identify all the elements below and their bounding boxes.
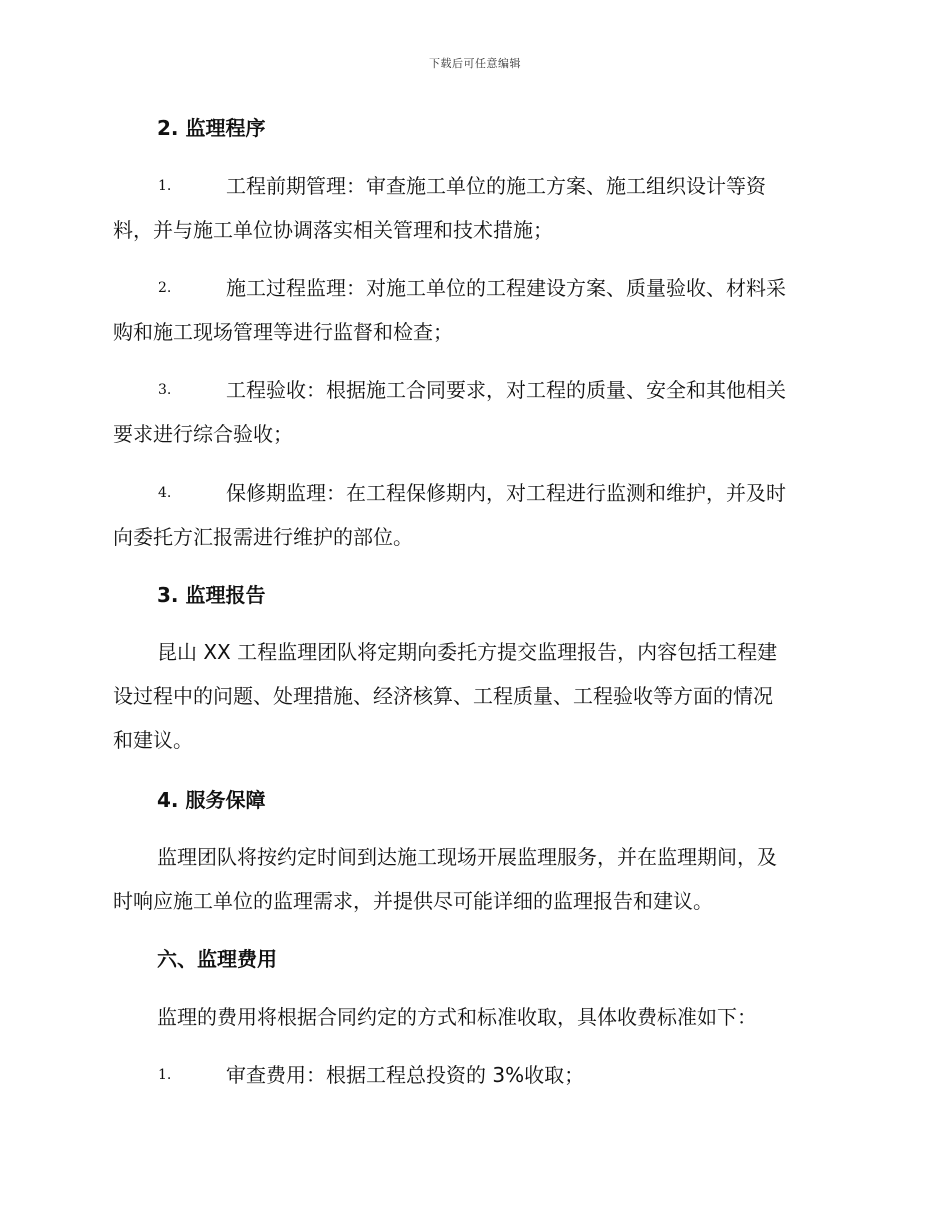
list-item-text-cont: 向委托方汇报需进行维护的部位。	[113, 525, 413, 549]
list-item-text: 工程前期管理：审查施工单位的施工方案、施工组织设计等资	[226, 174, 766, 198]
list-item-text: 审查费用：根据工程总投资的 3%收取；	[226, 1063, 585, 1087]
list-item-number: 1.	[158, 178, 172, 194]
list-item-text-cont: 料，并与施工单位协调落实相关管理和技术措施；	[113, 218, 553, 242]
paragraph-line: 和建议。	[113, 728, 193, 752]
paragraph-fees	[113, 995, 837, 1039]
list-item-number: 2.	[158, 280, 172, 296]
paragraph-service	[113, 835, 837, 923]
list-item	[113, 164, 837, 252]
section-heading-procedure: 2. 监理程序	[157, 116, 266, 140]
list-item-text-cont: 购和施工现场管理等进行监督和检查；	[113, 320, 453, 344]
paragraph-line: 监理团队将按约定时间到达施工现场开展监理服务，并在监理期间，及	[157, 845, 777, 869]
list-item	[113, 266, 837, 354]
list-item-text-cont: 要求进行综合验收；	[113, 422, 293, 446]
paragraph-report	[113, 630, 837, 762]
list-item-text: 保修期监理：在工程保修期内，对工程进行监测和维护，并及时	[226, 481, 786, 505]
paragraph-line: 设过程中的问题、处理措施、经济核算、工程质量、工程验收等方面的情况	[113, 684, 773, 708]
list-item	[113, 1053, 837, 1097]
list-item-number: 3.	[158, 382, 172, 398]
paragraph-line: 昆山 XX 工程监理团队将定期向委托方提交监理报告，内容包括工程建	[157, 640, 778, 664]
list-item-number: 1.	[158, 1067, 172, 1083]
list-item-text: 工程验收：根据施工合同要求，对工程的质量、安全和其他相关	[226, 378, 786, 402]
list-item	[113, 471, 837, 559]
section-heading-fees: 六、监理费用	[157, 947, 277, 971]
paragraph-line: 时响应施工单位的监理需求，并提供尽可能详细的监理报告和建议。	[113, 889, 713, 913]
section-heading-report: 3. 监理报告	[157, 583, 266, 607]
list-item-number: 4.	[158, 485, 172, 501]
list-item-text: 施工过程监理：对施工单位的工程建设方案、质量验收、材料采	[226, 276, 786, 300]
paragraph-line: 监理的费用将根据合同约定的方式和标准收取，具体收费标准如下：	[157, 1005, 757, 1029]
list-item	[113, 368, 837, 456]
section-heading-service: 4. 服务保障	[157, 788, 266, 812]
header-note: 下载后可任意编辑	[429, 57, 521, 70]
